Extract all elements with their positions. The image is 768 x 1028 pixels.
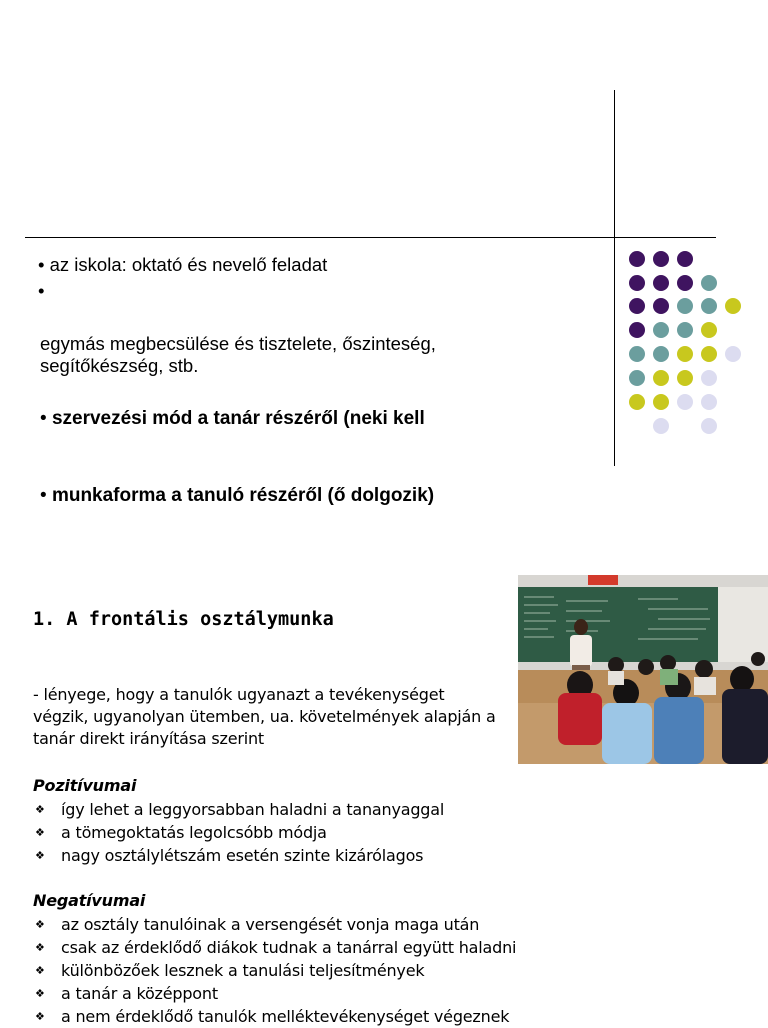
slide-bullet-1: • az iskola: oktató és nevelő feladat bbox=[38, 254, 328, 275]
vertical-divider bbox=[614, 90, 615, 466]
slide-bullet-2: • bbox=[38, 280, 45, 301]
section-heading: 1. A frontális osztálymunka bbox=[33, 609, 334, 630]
slide-bullet-3: • szervezési mód a tanár részéről (neki kell bbox=[40, 408, 425, 429]
list-item: ❖ a tanár a középpont bbox=[35, 984, 218, 1003]
slide-bullet-3-text: szervezési mód a tanár részéről (neki kell bbox=[51, 408, 425, 429]
horizontal-divider bbox=[25, 237, 716, 238]
slide-bullet-4-text: munkaforma a tanuló részéről (ő dolgozik) bbox=[51, 485, 435, 506]
section-description: - lényege, hogy a tanulók ugyanazt a tevékenységet végzik, ugyanolyan ütemben, ua. követelmények alapján a tanár direkt irányítása szerint bbox=[33, 685, 496, 748]
slide-bullet-1-text: az iskola: oktató és nevelő feladat bbox=[49, 254, 328, 275]
list-item: ❖ különbözőek lesznek a tanulási teljesítmények bbox=[35, 961, 425, 980]
list-item: ❖ csak az érdeklődő diákok tudnak a tanárral együtt haladni bbox=[35, 938, 517, 957]
list-item: ❖ a nem érdeklődő tanulók melléktevékenységet végeznek bbox=[35, 1007, 510, 1026]
list-item: ❖ így lehet a leggyorsabban haladni a tananyaggal bbox=[35, 800, 445, 819]
list-item: ❖ a tömegoktatás legolcsóbb módja bbox=[35, 823, 327, 842]
negatives-title: Negatívumai bbox=[33, 891, 146, 910]
classroom-photo bbox=[518, 575, 768, 764]
positives-list bbox=[33, 798, 444, 867]
list-item: ❖ nagy osztálylétszám esetén szinte kizárólagos bbox=[35, 846, 424, 865]
positives-title: Pozitívumai bbox=[33, 776, 137, 795]
negatives-list bbox=[33, 913, 516, 1028]
list-item: ❖ az osztály tanulóinak a versengését vonja maga után bbox=[35, 915, 480, 934]
slide-bullet-4: • munkaforma a tanuló részéről (ő dolgozik) bbox=[40, 485, 435, 506]
slide-paragraph: egymás megbecsülése és tisztelete, őszinteség, segítőkészség, stb. bbox=[40, 333, 436, 376]
